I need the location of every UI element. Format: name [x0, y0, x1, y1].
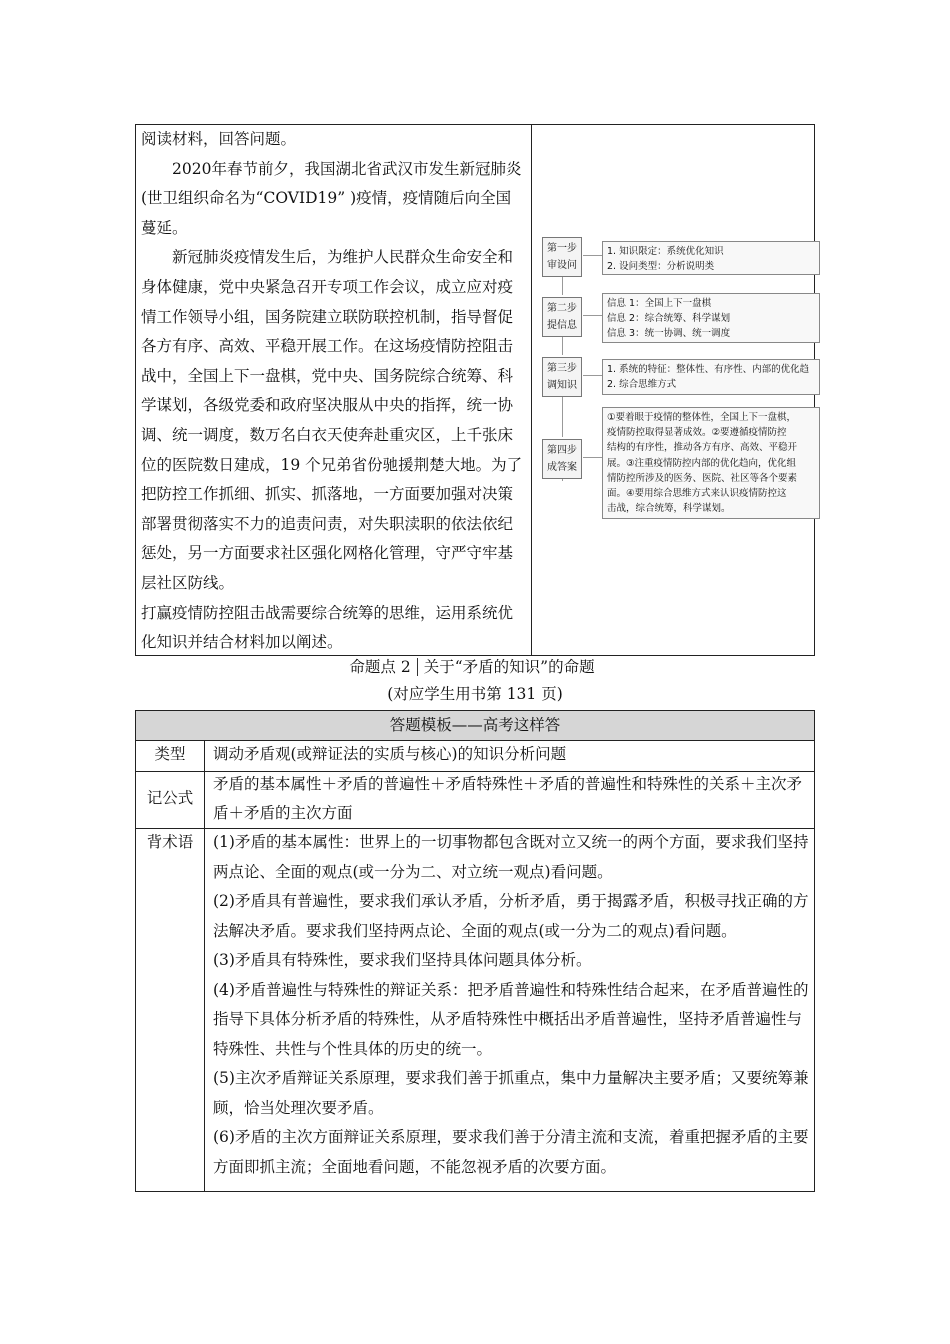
row-label-type: 类型 [154, 745, 186, 763]
info-line: 信息 2：综合统筹、科学谋划 [607, 313, 731, 324]
material-paragraph: 2020年春节前夕，我国湖北省武汉市发生新冠肺炎(世卫组织命名为“COVID19” )疫情，疫情随后向全国蔓延。 [141, 159, 522, 237]
content-line: 调动矛盾观(或辩证法的实质与核心)的知识分析问题 [213, 745, 567, 763]
step-box-3 [542, 357, 582, 397]
material-paragraph: 新冠肺炎疫情发生后，为维护人民群众生命安全和身体健康，党中央紧急召开专项工作会议，成立应对疫情工作领导小组，国务院建立联防联控机制，指导督促各方有序、高效、平稳开展工作。在这场疫情防控阻击战中，全国上下一盘棋，党中央、国务院综合统筹、科学谋划，各级党委和政府坚决服从中央的指挥，统一协调、统一调度，数万名白衣天使奔赴重灾区，上千张床位的医院数日建成，19 个兄弟省份驰援荆楚大地。为了把防控工作抓细、抓实、抓落地，一方面要加强对决策部署贯彻落实不力的追责问责，对失职渎职的依法依纪惩处，另一方面要求社区强化网格化管理，守严守牢基层社区防线。 [141, 248, 523, 592]
answer-template-table [135, 710, 815, 1192]
step-box-1 [542, 237, 582, 277]
row-content-formula [213, 770, 811, 827]
row-label-formula: 记公式 [146, 789, 194, 807]
step-info-4 [602, 407, 820, 519]
info-line: ①要着眼于疫情的整体性，全国上下一盘棋， [607, 412, 797, 423]
step-name: 成答案 [547, 462, 577, 473]
step-number: 第一步 [547, 243, 577, 254]
table-header: 答题模板——高考这样答 [136, 711, 814, 741]
column-divider [531, 125, 532, 655]
content-line: 矛盾的基本属性＋矛盾的普遍性＋矛盾特殊性＋矛盾的普遍性和特殊性的关系＋主次矛盾＋矛盾的主次方面 [213, 775, 803, 822]
info-line: 2. 设问类型：分析说明类 [607, 261, 715, 272]
flow-connector [562, 277, 563, 295]
term-item: (5)主次矛盾辩证关系原理，要求我们善于抓重点，集中力量解决主要矛盾；又要统筹兼顾，恰当处理次要矛盾。 [213, 1069, 809, 1117]
step-info-3 [602, 359, 820, 395]
step-name: 调知识 [547, 380, 577, 391]
info-line: 1. 知识限定：系统优化知识 [607, 246, 724, 257]
section-heading [0, 655, 950, 677]
info-line: 信息 3：统一协调、统一调度 [607, 328, 731, 339]
info-line: 击战，综合统筹，科学谋划。 [607, 503, 731, 515]
page-reference: (对应学生用书第 131 页) [387, 685, 563, 703]
step-info-1 [602, 241, 820, 275]
info-line: 2. 综合思维方式 [607, 379, 677, 390]
term-item: (4)矛盾普遍性与特殊性的辩证关系：把矛盾普遍性和特殊性结合起来，在矛盾普遍性的指导下具体分析矛盾的特殊性，从矛盾特殊性中概括出矛盾普遍性，坚持矛盾普遍性与特殊性、共性与个性具体的历史的统一。 [213, 980, 809, 1058]
flow-connector [562, 397, 563, 437]
step-number: 第四步 [547, 445, 577, 456]
step-box-2 [542, 297, 582, 337]
flow-connector [583, 375, 602, 376]
flow-connector [562, 479, 563, 481]
info-line: 1. 系统的特征：整体性、有序性、内部的优化趋 [607, 364, 810, 375]
material-text [141, 125, 526, 658]
flow-connector [583, 457, 602, 458]
flow-connector [583, 315, 602, 316]
row-content-terms [213, 828, 811, 1182]
topic-title: 关于“矛盾的知识”的命题 [417, 658, 595, 676]
column-divider [204, 740, 205, 1191]
step-box-4 [542, 439, 582, 479]
question-paragraph: 打赢疫情防控阻击战需要综合统筹的思维，运用系统优化知识并结合材料加以阐述。 [141, 603, 514, 652]
step-name: 提信息 [547, 320, 577, 331]
info-line: 展。③注重疫情防控内部的优化趋向，优化组 [607, 457, 797, 469]
term-item: (2)矛盾具有普遍性，要求我们承认矛盾，分析矛盾，勇于揭露矛盾，积极寻找正确的方法解决矛盾。要求我们坚持两点论、全面的观点(或一分为二的观点)看问题。 [213, 892, 809, 940]
info-line: 信息 1：全国上下一盘棋 [607, 298, 712, 309]
material-table [135, 124, 815, 656]
info-line: 结构的有序性，推动各方有序、高效、平稳开 [607, 442, 798, 454]
info-line: 面。④要用综合思维方式来认识疫情防控这 [607, 488, 787, 500]
flow-connector [562, 337, 563, 355]
term-item: (6)矛盾的主次方面辩证关系原理，要求我们善于分清主流和支流，着重把握矛盾的主要方面即抓主流；全面地看问题，不能忽视矛盾的次要方面。 [213, 1128, 809, 1176]
row-label-terms: 背术语 [146, 833, 194, 851]
answer-flow-diagram [536, 235, 820, 565]
info-line: 情防控所涉及的医务、医院、社区等各个要素 [607, 472, 798, 484]
step-number: 第二步 [547, 303, 577, 314]
term-item: (1)矛盾的基本属性：世界上的一切事物都包含既对立又统一的两个方面，要求我们坚持两点论、全面的观点(或一分为二、对立统一观点)看问题。 [213, 833, 809, 881]
step-number: 第三步 [547, 363, 577, 374]
topic-number: 命题点 2 [349, 658, 411, 676]
term-item: (3)矛盾具有特殊性，要求我们坚持具体问题具体分析。 [213, 951, 592, 969]
info-line: 疫情防控取得显著成效。②要遵循疫情防控 [607, 427, 787, 439]
flow-connector [583, 255, 602, 256]
step-info-2 [602, 293, 820, 343]
row-content-type [213, 740, 811, 770]
material-paragraph: 阅读材料，回答问题。 [141, 130, 297, 148]
step-name: 审设问 [547, 260, 577, 271]
